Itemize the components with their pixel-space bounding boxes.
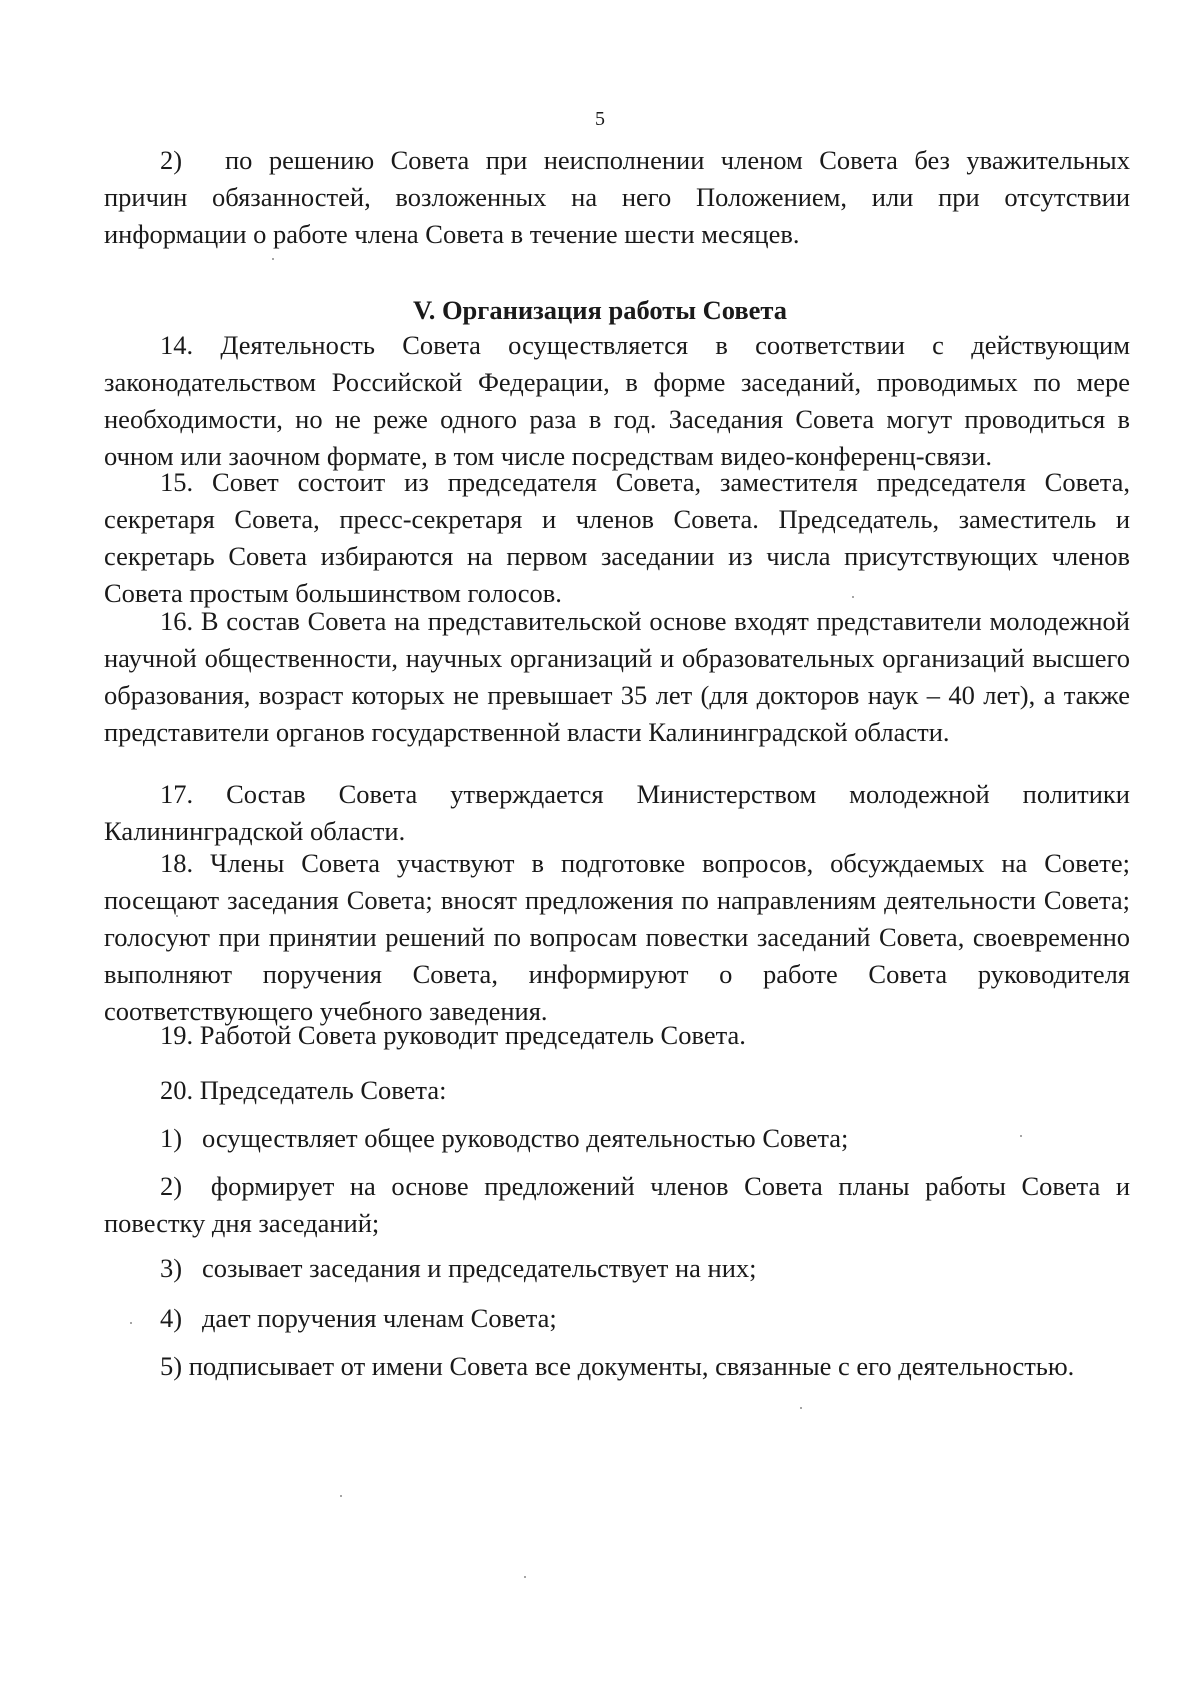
page-number: 5 — [595, 108, 605, 130]
section-heading: V. Организация работы Совета — [412, 295, 788, 325]
paragraph-20-2: 2) формирует на основе предложений членов Совета планы работы Совета и повестку дня заседаний; — [104, 1171, 1130, 1238]
paragraph-16: 16. В состав Совета на представительской основе входят представители молодежной научной общественности, научных организаций и образовательных организаций высшего образования, возраст которых не превышает 35 лет (для докторов наук – 40 лет), а также представители органов государственной власти Калининградской области. — [104, 606, 1130, 747]
paragraph-20-4: 4) дает поручения членам Совета; — [160, 1303, 557, 1333]
paragraph-18: 18. Члены Совета участвуют в подготовке вопросов, обсуждаемых на Совете; посещают заседания Совета; вносят предложения по направлениям деятельности Совета; голосуют при принятии решений по вопросам повестки заседаний Совета, своевременно выполняют поручения Совета, информируют о работе Совета руководителя соответствующего учебного заведения. — [104, 848, 1130, 1026]
paragraph-13-2: 2) по решению Совета при неисполнении членом Совета без уважительных причин обязанностей, возложенных на него Положением, или при отсутствии информации о работе члена Совета в течение шести месяцев. — [104, 145, 1130, 249]
paragraph-15: 15. Совет состоит из председателя Совета, заместителя председателя Совета, секретаря Совета, пресс-секретаря и членов Совета. Председатель, заместитель и секретарь Совета избираются на первом заседании из числа присутствующих членов Совета простым большинством голосов. — [104, 467, 1130, 608]
paragraph-20: 20. Председатель Совета: — [160, 1075, 447, 1105]
scan-speck — [852, 596, 854, 598]
paragraph-19: 19. Работой Совета руководит председатель Совета. — [160, 1020, 746, 1050]
scan-speck — [524, 1576, 526, 1578]
paragraph-20-5: 5) подписывает от имени Совета все документы, связанные с его деятельностью. — [160, 1351, 1075, 1381]
scan-speck — [1020, 1135, 1022, 1137]
paragraph-14: 14. Деятельность Совета осуществляется в соответствии с действующим законодательством Российской Федерации, в форме заседаний, проводимых по мере необходимости, но не реже одного раза в год. Заседания Совета могут проводиться в очном или заочном формате, в том числе посредствам видео-конференц-связи. — [104, 330, 1130, 471]
scan-speck — [176, 915, 178, 917]
scan-speck — [800, 1407, 802, 1409]
paragraph-20-1: 1) осуществляет общее руководство деятельностью Совета; — [160, 1123, 849, 1153]
scan-speck — [340, 1495, 342, 1497]
paragraph-20-3: 3) созывает заседания и председательствует на них; — [160, 1253, 757, 1283]
scan-speck — [130, 1322, 132, 1324]
scan-speck — [272, 258, 274, 260]
paragraph-17: 17. Состав Совета утверждается Министерством молодежной политики Калининградской области. — [104, 779, 1130, 846]
